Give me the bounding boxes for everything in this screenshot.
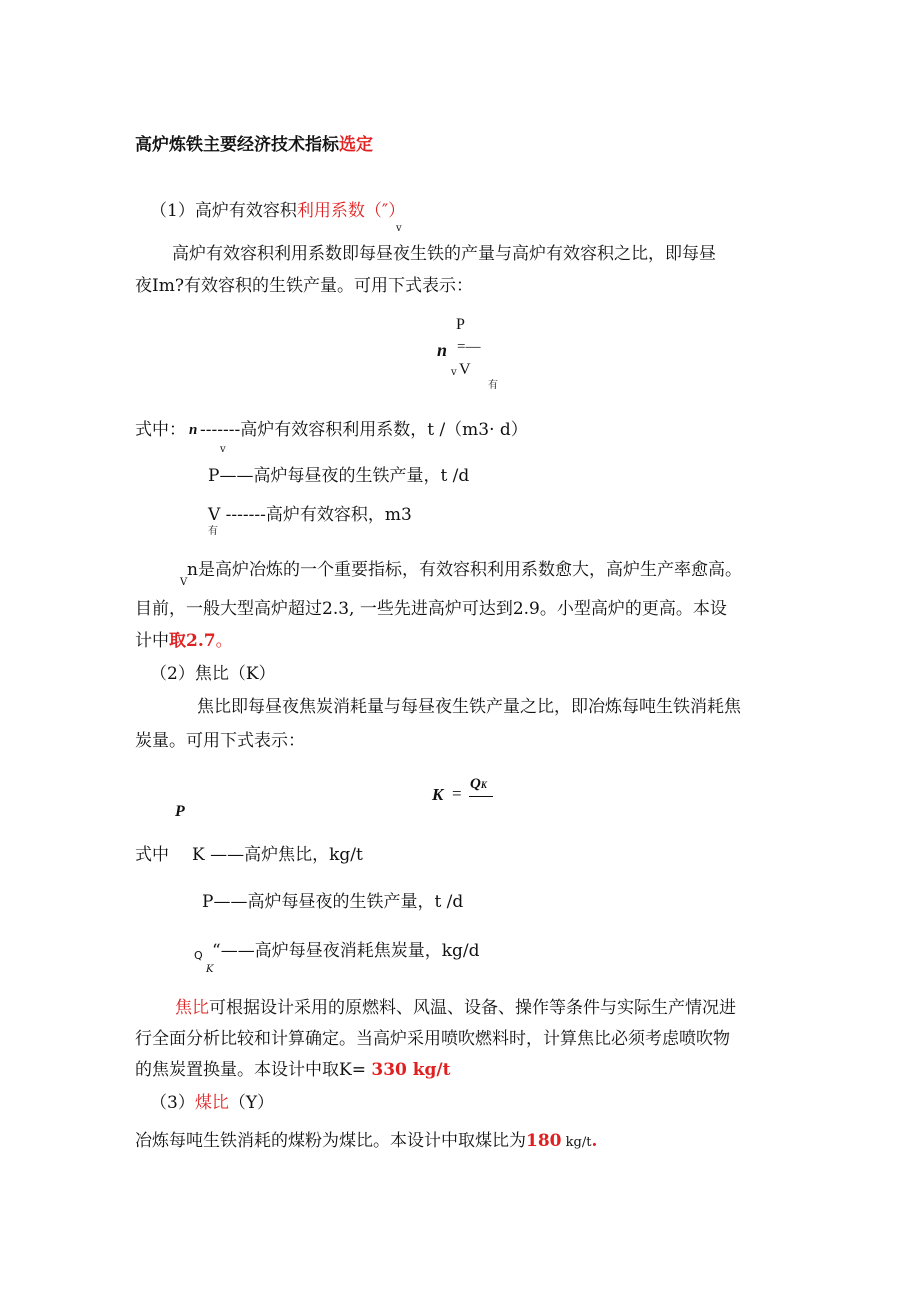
section2-where-label: 式中 [135, 845, 169, 865]
section3-para-end: . [591, 1131, 598, 1151]
section3-heading-suffix: （Y） [228, 1093, 275, 1113]
section1-para2-line1: n是高炉冶炼的一个重要指标，有效容积利用系数愈大，高炉生产率愈高。 [187, 560, 742, 580]
section3-para [135, 1133, 597, 1150]
section3-heading-red: 煤比 [194, 1093, 229, 1113]
section1-para2-line3-prefix: 计中 [135, 631, 169, 651]
section2-para2-line2: 行全面分析比较和计算确定。当高炉采用喷吹燃料时，计算焦比必须考虑喷吹物 [135, 1029, 730, 1049]
section1-heading [150, 203, 405, 220]
section1-para1-line2: 夜Im?有效容积的生铁产量。可用下式表示： [135, 276, 473, 296]
formula1-symbol: n [437, 340, 448, 360]
section2-para2-line1-text: 可根据设计采用的原燃料、风温、设备、操作等条件与实际生产情况进 [209, 998, 736, 1018]
section1-heading-prefix: （1）高炉有效容积 [150, 201, 297, 221]
section3-unit: kg/t [561, 1135, 592, 1150]
formula2-equals: = [452, 784, 462, 803]
section1-heading-red: 利用系数（″） [296, 201, 406, 221]
section1-where1-text: -------高炉有效容积利用系数，t /（m3· d） [200, 420, 528, 440]
section2-para2-line3 [135, 1062, 451, 1079]
section1-para2-line3 [135, 633, 233, 650]
section3-design-value: 180 [526, 1131, 562, 1151]
section1-design-value: 取2.7。 [169, 631, 233, 651]
section3-heading [150, 1095, 274, 1112]
section2-para2-line1 [175, 1000, 736, 1017]
section1-para2-line2: 目前，一般大型高炉超过2.3, 一些先进高炉可达到2.9。小型高炉的更高。本设 [135, 599, 727, 619]
section2-where3-text: “——高炉每昼夜消耗焦炭量，kg/d [212, 941, 480, 961]
formula2-fraction-bar [469, 796, 493, 797]
formula1-numerator: P [456, 316, 465, 333]
title-highlight: 选定 [339, 135, 373, 155]
section1-where3-text: V -------高炉有效容积，m3 [208, 505, 412, 525]
formula1-denominator-sub: 有 [488, 380, 498, 391]
section2-where3-sub: K [206, 964, 214, 975]
section2-where3-q: Q [194, 949, 203, 962]
section3-heading-prefix: （3） [150, 1093, 195, 1113]
formula1-sub-v: v [451, 367, 457, 378]
section1-para1-line1: 高炉有效容积利用系数即每昼夜生铁的产量与高炉有效容积之比，即每昼 [172, 244, 716, 264]
section2-para1-line2: 炭量。可用下式表示： [135, 731, 305, 751]
section1-where-symbol: n [189, 422, 198, 438]
section2-design-value: 330 kg/t [371, 1060, 451, 1080]
section1-heading-sub: v [396, 223, 402, 234]
section1-where-symbol-sub: v [220, 444, 226, 455]
formula2-lhs: K [432, 785, 444, 804]
section1-where2-text: P——高炉每昼夜的生铁产量，t /d [208, 466, 470, 486]
section2-where2-text: P——高炉每昼夜的生铁产量，t /d [202, 892, 464, 912]
section1-where3-sub: 有 [208, 526, 218, 537]
section1-where-label: 式中： [135, 420, 186, 440]
formula1-equals: =— [457, 339, 481, 355]
section3-para-prefix: 冶炼每吨生铁消耗的煤粉为煤比。本设计中取煤比为 [135, 1131, 526, 1151]
section1-para2-sub: V [180, 577, 188, 588]
section2-para1-line1: 焦比即每昼夜焦炭消耗量与每昼夜生铁产量之比，即冶炼每吨生铁消耗焦 [197, 697, 741, 717]
section2-para2-red-start: 焦比 [175, 998, 209, 1018]
title-main: 高炉炼铁主要经济技术指标 [135, 135, 339, 155]
section2-where1-text: K ——高炉焦比，kg/t [192, 845, 363, 865]
page-title [135, 137, 373, 154]
formula2-numerator: QK [470, 776, 487, 792]
section2-para2-line3-prefix: 的焦炭置换量。本设计中取K= [135, 1060, 372, 1080]
section2-heading: （2）焦比（K） [150, 664, 276, 684]
formula1-denominator: V [459, 361, 471, 378]
formula2-denominator: P [175, 803, 185, 820]
